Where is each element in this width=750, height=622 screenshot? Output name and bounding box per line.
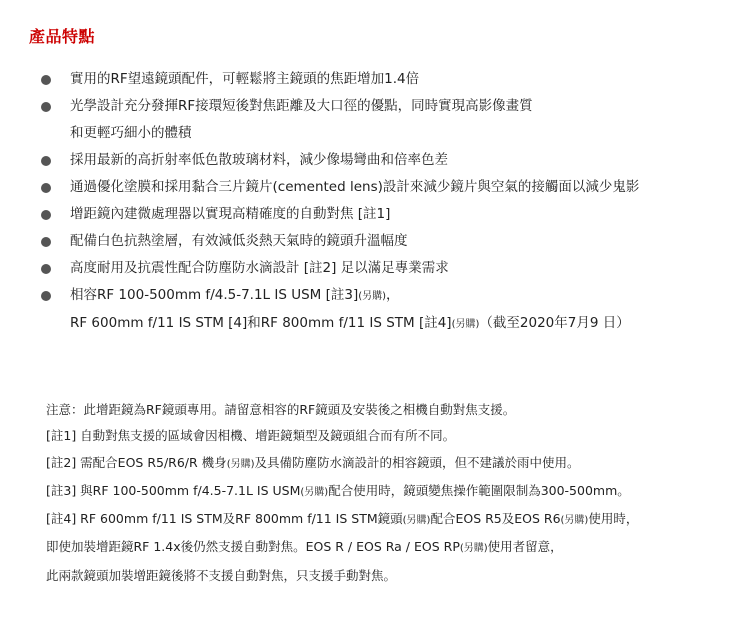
note-text: [註4] RF 600mm f/11 IS STM及RF 800mm f/11 IS STM鏡頭 bbox=[46, 511, 403, 527]
sold-separately-tag: (另購) bbox=[451, 319, 480, 330]
feature-text bbox=[70, 282, 744, 310]
feature-text: 採用最新的高折射率低色散玻璃材料，減少像場彎曲和倍率色差 bbox=[70, 152, 448, 168]
feature-text-continued bbox=[70, 310, 744, 338]
punctuation: ， bbox=[386, 287, 400, 303]
bullet-icon bbox=[41, 183, 51, 193]
feature-text: 通過優化塗膜和採用黏合三片鏡片(cemented lens)設計來減少鏡片與空氣的接觸面以減少鬼影 bbox=[70, 179, 640, 195]
note-text: 配合EOS R5及EOS R6 bbox=[430, 511, 561, 527]
feature-item bbox=[38, 174, 744, 201]
bullet-icon bbox=[41, 291, 51, 301]
note-text: 及具備防塵防水滴設計的相容鏡頭，但不建議於雨中使用。 bbox=[254, 454, 580, 470]
sold-separately-tag: (另購) bbox=[300, 486, 329, 498]
note-caution: 注意：此增距鏡為RF鏡頭專用。請留意相容的RF鏡頭及安裝後之相機自動對焦支援。 bbox=[46, 402, 516, 417]
note-4 bbox=[46, 506, 746, 589]
feature-text-continued: 和更輕巧細小的體積 bbox=[70, 125, 192, 141]
bullet-icon bbox=[41, 156, 51, 166]
note-text: 配合使用時，鏡頭變焦操作範圍限制為300-500mm。 bbox=[328, 482, 630, 498]
sold-separately-tag: (另購) bbox=[226, 458, 255, 470]
feature-item bbox=[38, 201, 744, 228]
note-line: 此兩款鏡頭加裝增距鏡後將不支援自動對焦，只支援手動對焦。 bbox=[46, 567, 397, 583]
notes-list bbox=[46, 397, 746, 589]
bullet-icon bbox=[41, 102, 51, 112]
note-3 bbox=[46, 478, 746, 506]
sold-separately-tag: (另購) bbox=[358, 291, 387, 302]
bullet-icon bbox=[41, 237, 51, 247]
note-text: 使用者留意， bbox=[487, 539, 563, 555]
note-text: [註2] 需配合EOS R5/R6/R 機身 bbox=[46, 454, 227, 470]
feature-item-compatibility bbox=[38, 282, 744, 338]
note-text: 即使加裝增距鏡RF 1.4x後仍然支援自動對焦。EOS R / EOS Ra / EOS RP bbox=[46, 539, 460, 555]
section-title: 產品特點 bbox=[29, 27, 96, 46]
compat-lens-text: 相容RF 100-500mm f/4.5-7.1L IS USM [註3] bbox=[70, 287, 359, 303]
sold-separately-tag: (另購) bbox=[402, 515, 431, 527]
date-note: （截至2020年7月9 日） bbox=[479, 315, 630, 331]
feature-list bbox=[38, 66, 744, 338]
note-text: 使用時， bbox=[588, 511, 639, 527]
sold-separately-tag: (另購) bbox=[560, 515, 589, 527]
feature-item bbox=[38, 255, 744, 282]
feature-text: 光學設計充分發揮RF接環短後對焦距離及大口徑的優點，同時實現高影像畫質 bbox=[70, 98, 533, 114]
bullet-icon bbox=[41, 264, 51, 274]
feature-item bbox=[38, 228, 744, 255]
note-1: [註1] 自動對焦支援的區域會因相機、增距鏡類型及鏡頭組合而有所不同。 bbox=[46, 428, 456, 444]
note-line bbox=[46, 506, 746, 534]
feature-text: 配備白色抗熱塗層，有效減低炎熱天氣時的鏡頭升溫幅度 bbox=[70, 233, 408, 249]
sold-separately-tag: (另購) bbox=[459, 543, 488, 555]
feature-item bbox=[38, 93, 744, 147]
bullet-icon bbox=[41, 75, 51, 85]
note-line bbox=[46, 534, 746, 562]
note-2 bbox=[46, 450, 746, 478]
feature-text: 增距鏡內建微處理器以實現高精確度的自動對焦 [註1] bbox=[70, 206, 391, 222]
feature-text: 高度耐用及抗震性配合防塵防水滴設計 [註2] 足以滿足專業需求 bbox=[70, 260, 449, 276]
note-text: [註3] 與RF 100-500mm f/4.5-7.1L IS USM bbox=[46, 482, 301, 498]
feature-item bbox=[38, 66, 744, 93]
feature-text: 實用的RF望遠鏡頭配件，可輕鬆將主鏡頭的焦距增加1.4倍 bbox=[70, 71, 420, 87]
bullet-icon bbox=[41, 210, 51, 220]
compat-lens-text: RF 600mm f/11 IS STM [4]和RF 800mm f/11 IS STM [註4] bbox=[70, 315, 452, 331]
feature-item bbox=[38, 147, 744, 174]
